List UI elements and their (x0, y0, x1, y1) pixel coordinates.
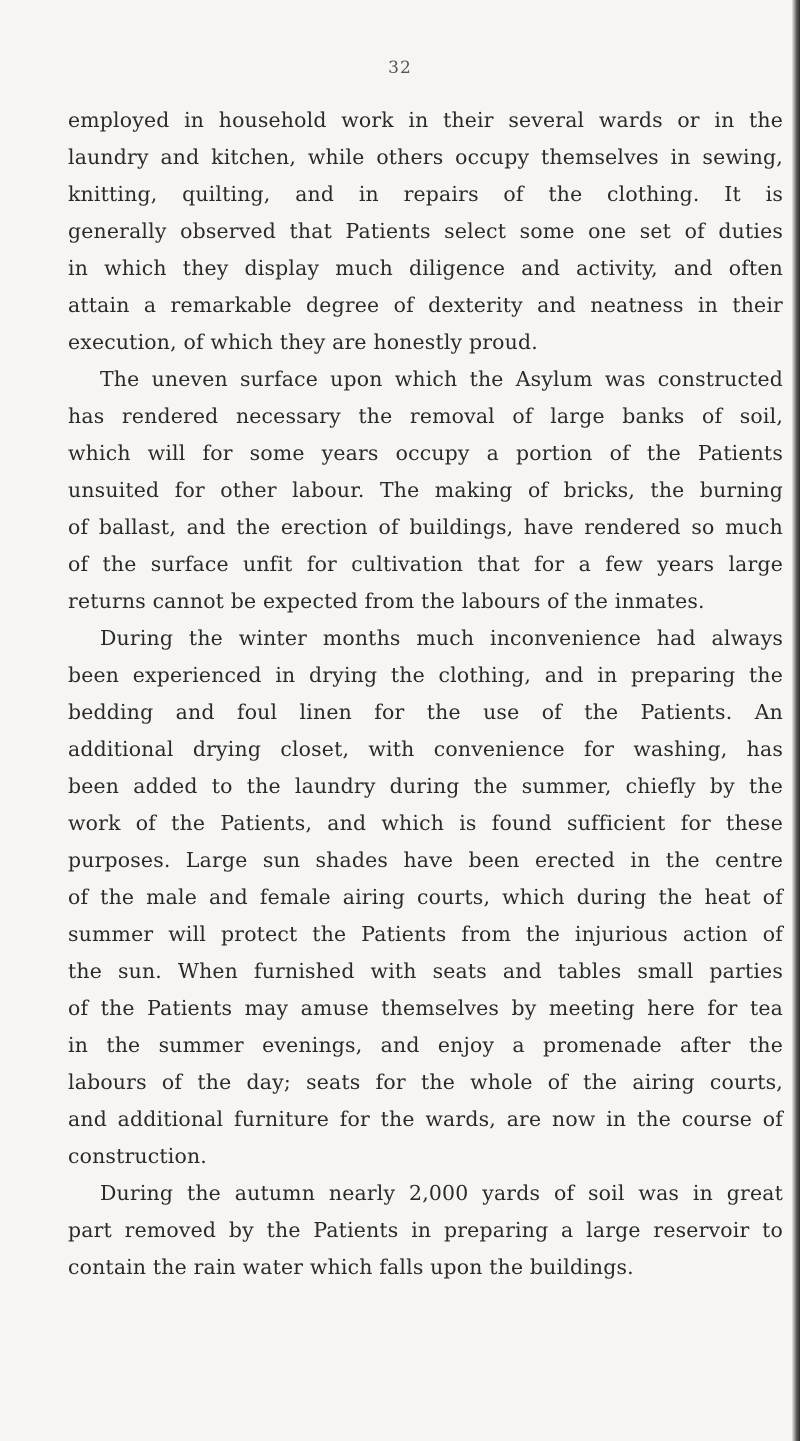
text-line: of the surface unfit for cultivation that for a few years large (68, 552, 783, 576)
text-line: and additional furniture for the wards, are now in the course of (68, 1107, 783, 1131)
text-line: part removed by the Patients in preparing a large reservoir to (68, 1218, 783, 1242)
text-line: in which they display much diligence and activity, and often (68, 256, 783, 280)
text-line: the sun. When furnished with seats and tables small parties (68, 959, 783, 983)
text-line: The uneven surface upon which the Asylum was constructed (100, 367, 783, 391)
text-line: purposes. Large sun shades have been erected in the centre (68, 848, 783, 872)
text-line: knitting, quilting, and in repairs of the clothing. It is (68, 182, 783, 206)
text-line: labours of the day; seats for the whole of the airing courts, (68, 1070, 783, 1094)
text-line: work of the Patients, and which is found sufficient for these (68, 811, 783, 835)
text-line: which will for some years occupy a portion of the Patients (68, 441, 783, 465)
text-line: During the autumn nearly 2,000 yards of soil was in great (100, 1181, 783, 1205)
page-number: 32 (388, 58, 412, 78)
text-line: employed in household work in their several wards or in the (68, 108, 783, 132)
text-line: returns cannot be expected from the labours of the inmates. (68, 589, 705, 613)
text-line: generally observed that Patients select some one set of duties (68, 219, 783, 243)
text-line: been added to the laundry during the summer, chiefly by the (68, 774, 783, 798)
text-line: laundry and kitchen, while others occupy themselves in sewing, (68, 145, 783, 169)
text-line: of ballast, and the erection of buildings, have rendered so much (68, 515, 783, 539)
text-line: construction. (68, 1144, 207, 1168)
text-line: of the male and female airing courts, which during the heat of (68, 885, 783, 909)
text-line: additional drying closet, with convenience for washing, has (68, 737, 783, 761)
text-line: been experienced in drying the clothing, and in preparing the (68, 663, 783, 687)
text-line: During the winter months much inconvenience had always (100, 626, 783, 650)
text-line: summer will protect the Patients from the injurious action of (68, 922, 783, 946)
text-line: contain the rain water which falls upon the buildings. (68, 1255, 634, 1279)
text-line: in the summer evenings, and enjoy a promenade after the (68, 1033, 783, 1057)
text-line: bedding and foul linen for the use of the Patients. An (68, 700, 783, 724)
text-line: of the Patients may amuse themselves by meeting here for tea (68, 996, 783, 1020)
text-line: has rendered necessary the removal of large banks of soil, (68, 404, 783, 428)
text-line: unsuited for other labour. The making of bricks, the burning (68, 478, 783, 502)
text-line: attain a remarkable degree of dexterity and neatness in their (68, 293, 783, 317)
page-edge (792, 0, 800, 1441)
text-line: execution, of which they are honestly proud. (68, 330, 538, 354)
